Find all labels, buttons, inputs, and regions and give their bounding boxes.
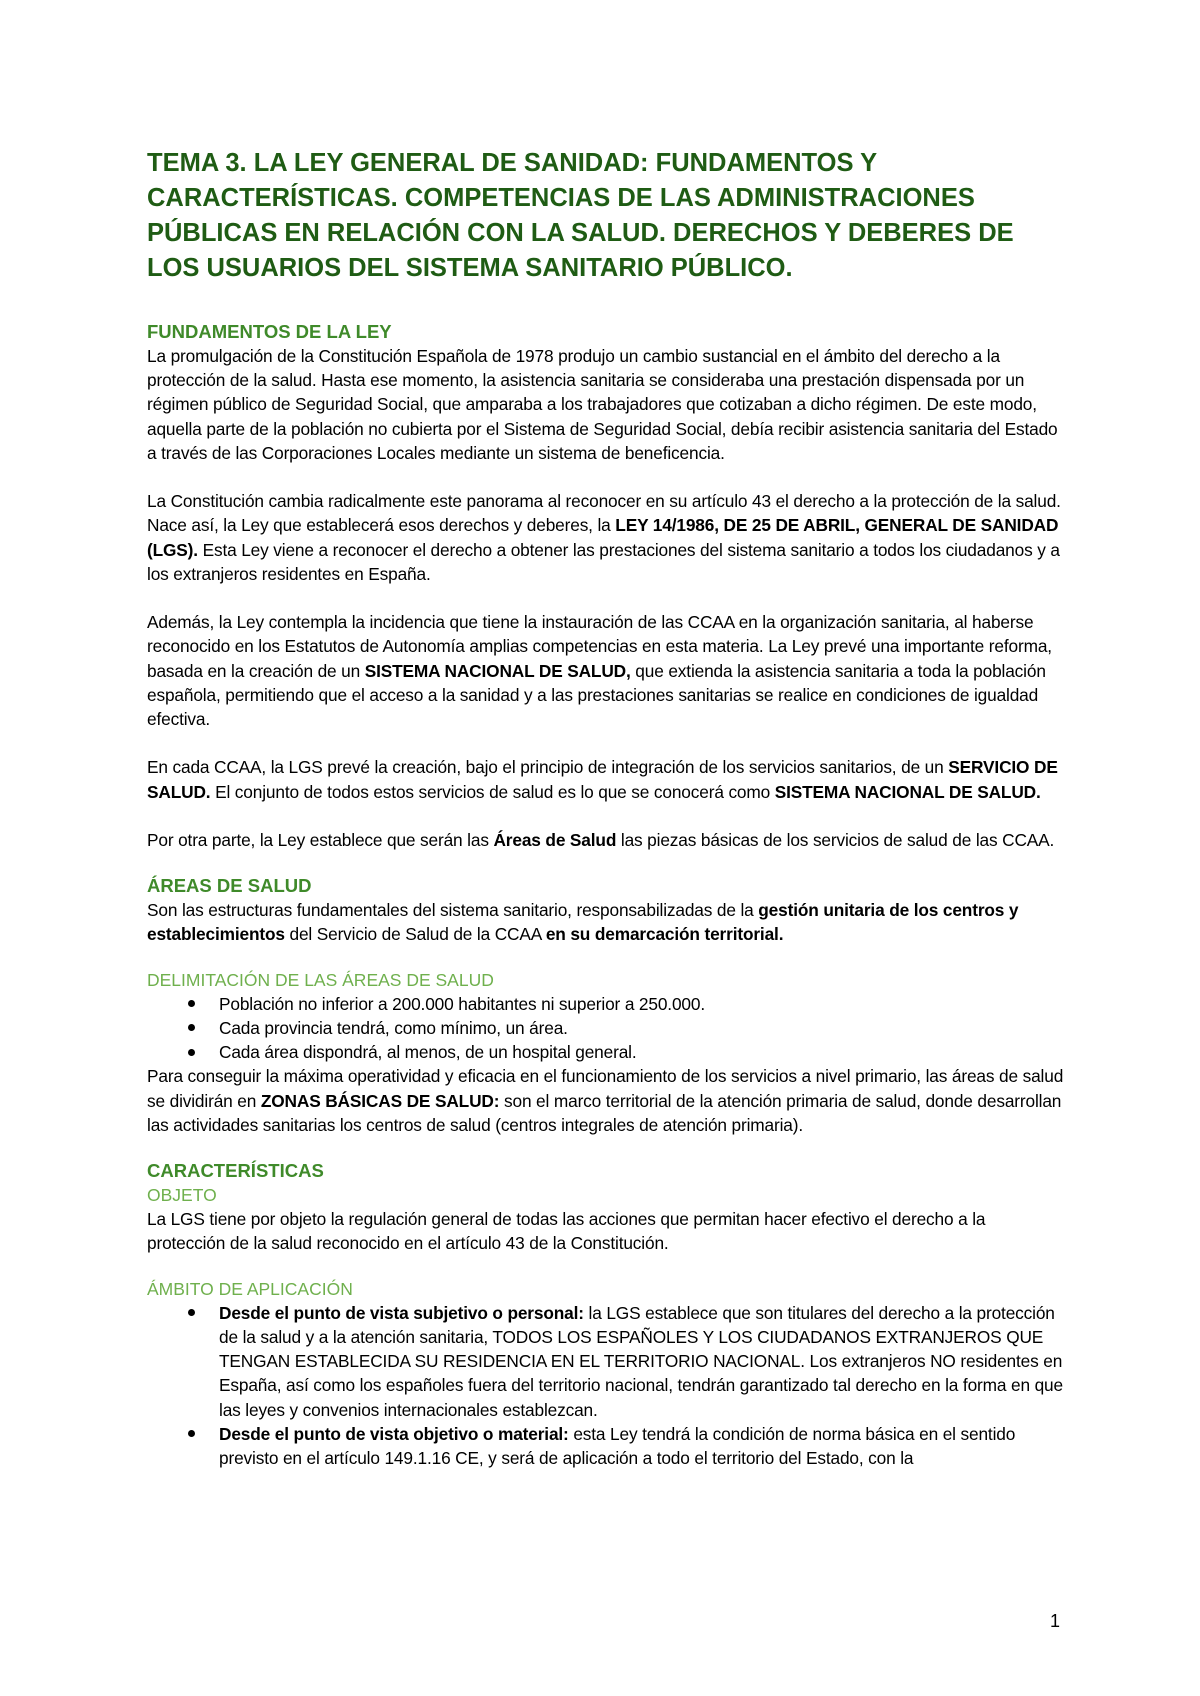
- text-segment: El conjunto de todos estos servicios de salud es lo que se conocerá como: [210, 781, 775, 802]
- heading-fundamentos: FUNDAMENTOS DE LA LEY: [147, 321, 392, 342]
- paragraph-objeto: La LGS tiene por objeto la regulación general de todas las acciones que permitan hacer efectivo el derecho a la protección de la salud reconocido en el artículo 43 de la Constitución.: [147, 1209, 986, 1254]
- bullet-icon: [183, 992, 199, 1016]
- emphasis-areas: Áreas de Salud: [493, 830, 617, 850]
- list-item: [219, 1040, 1067, 1064]
- list-item: [219, 992, 1067, 1016]
- document-body: [147, 146, 1067, 1470]
- heading-areas-salud: ÁREAS DE SALUD: [147, 875, 312, 897]
- delimitacion-list: [147, 992, 1067, 1065]
- list-item: [219, 1301, 1067, 1422]
- list-item-text: Población no inferior a 200.000 habitantes ni superior a 250.000.: [219, 993, 705, 1014]
- list-item-text: Cada provincia tendrá, como mínimo, un área.: [219, 1018, 568, 1039]
- paragraph-fundamentos-1: La promulgación de la Constitución Española de 1978 produjo un cambio sustancial en el ámbito del derecho a la protección de la salud. Hasta ese momento, la asistencia sanitaria se consideraba una prestación dispensada por un régimen público de Seguridad Social, que amparaba a los trabajadores que cotizaban a dicho régimen. De este modo, aquella parte de la población no cubierta por el Sistema de Seguridad Social, debía recibir asistencia sanitaria del Estado a través de las Corporaciones Locales mediante un sistema de beneficencia.: [147, 346, 1058, 463]
- emphasis-sns-2: SISTEMA NACIONAL DE SALUD.: [774, 781, 1041, 802]
- text-segment: Por otra parte, la Ley establece que serán las: [147, 830, 494, 850]
- bullet-icon: [183, 1301, 199, 1325]
- list-item-text: la LGS establece que son titulares del derecho a la protección de la salud y a la atención sanitaria, TODOS LOS ESPAÑOLES Y LOS CIUDADANOS EXTRANJEROS QUE TENGAN ESTABLECIDA SU RESIDENCIA EN EL TERRITORIO NACIONAL. Los extranjeros NO residentes en España, así como los españoles fuera del territorio nacional, tendrán garantizado tal derecho en la forma en que las leyes y convenios internacionales establezcan.: [219, 1302, 1063, 1420]
- ambito-list: [147, 1301, 1067, 1470]
- text-segment: Son las estructuras fundamentales del sistema sanitario, responsabilizadas de la: [147, 900, 759, 921]
- text-segment: son el marco territorial de la atención primaria de salud, donde desarrollan las actividades sanitarias los centros de salud (centros integrales de atención primaria).: [147, 1090, 1062, 1135]
- heading-delimitacion: DELIMITACIÓN DE LAS ÁREAS DE SALUD: [147, 969, 494, 990]
- text-segment: Para conseguir la máxima operatividad y eficacia en el funcionamiento de los servicios a nivel primario, las áreas de salud se dividirán en: [147, 1066, 1064, 1111]
- bullet-icon: [183, 1422, 199, 1446]
- text-segment: las piezas básicas de los servicios de salud de las CCAA.: [616, 830, 1055, 850]
- emphasis-sns: SISTEMA NACIONAL DE SALUD,: [364, 660, 631, 681]
- heading-ambito: ÁMBITO DE APLICACIÓN: [147, 1278, 353, 1299]
- text-segment: Esta Ley viene a reconocer el derecho a obtener las prestaciones del sistema sanitario a todos los ciudadanos y a los extranjeros residentes en España.: [147, 539, 1060, 584]
- emphasis-servicio-salud: SERVICIO DE SALUD.: [147, 757, 1058, 802]
- emphasis-zonas-basicas: ZONAS BÁSICAS DE SALUD:: [260, 1090, 500, 1111]
- emphasis-gestion: gestión unitaria de los centros y establecimientos: [147, 900, 1019, 945]
- paragraph-fundamentos-4: [147, 755, 1067, 803]
- text-segment: La Constitución cambia radicalmente este panorama al reconocer en su artículo 43 el derecho a la protección de la salud. Nace así, la Ley que establecerá esos derechos y deberes, la: [147, 491, 1061, 536]
- paragraph-fundamentos-2: [147, 489, 1067, 586]
- page-number: 1: [1049, 1611, 1060, 1631]
- heading-objeto: OBJETO: [147, 1185, 217, 1206]
- document-title: TEMA 3. LA LEY GENERAL DE SANIDAD: FUNDAMENTOS Y CARACTERÍSTICAS. COMPETENCIAS DE LAS ADMINISTRACIONES PÚBLICAS EN RELACIÓN CON LA SALUD. DERECHOS Y DEBERES DE LOS USUARIOS DEL SISTEMA SANITARIO PÚBLICO.: [147, 149, 1014, 282]
- bullet-icon: [183, 1040, 199, 1064]
- paragraph-fundamentos-5: [147, 828, 1067, 852]
- heading-caracteristicas: CARACTERÍSTICAS: [147, 1160, 324, 1182]
- list-item: [219, 1422, 1067, 1470]
- text-segment: del Servicio de Salud de la CCAA: [284, 924, 546, 945]
- paragraph-fundamentos-3: [147, 610, 1067, 731]
- list-item-text: Cada área dispondrá, al menos, de un hospital general.: [219, 1042, 637, 1063]
- text-segment: Además, la Ley contempla la incidencia que tiene la instauración de las CCAA en la organización sanitaria, al haberse reconocido en los Estatutos de Autonomía amplias competencias en esta materia. La Ley prevé una importante reforma, basada en la creación de un: [147, 612, 1052, 681]
- text-segment: que extienda la asistencia sanitaria a toda la población española, permitiendo que el acceso a la sanidad y a las prestaciones sanitarias se realice en condiciones de igualdad efectiva.: [147, 660, 1046, 730]
- paragraph-areas-1: [147, 898, 1067, 946]
- list-item-lead: Desde el punto de vista subjetivo o personal:: [219, 1302, 584, 1323]
- list-item-lead: Desde el punto de vista objetivo o material:: [219, 1423, 569, 1444]
- text-segment: En cada CCAA, la LGS prevé la creación, bajo el principio de integración de los servicios sanitarios, de un: [147, 757, 949, 778]
- emphasis-demarcacion: en su demarcación territorial.: [545, 924, 784, 945]
- bullet-icon: [183, 1016, 199, 1040]
- law-reference: LEY 14/1986, DE 25 DE ABRIL, GENERAL DE SANIDAD (LGS).: [147, 515, 1059, 560]
- list-item-text: esta Ley tendrá la condición de norma básica en el sentido previsto en el artículo 149.1.16 CE, y será de aplicación a todo el territorio del Estado, con la: [219, 1423, 1016, 1469]
- paragraph-areas-2: [147, 1064, 1067, 1137]
- list-item: [219, 1016, 1067, 1040]
